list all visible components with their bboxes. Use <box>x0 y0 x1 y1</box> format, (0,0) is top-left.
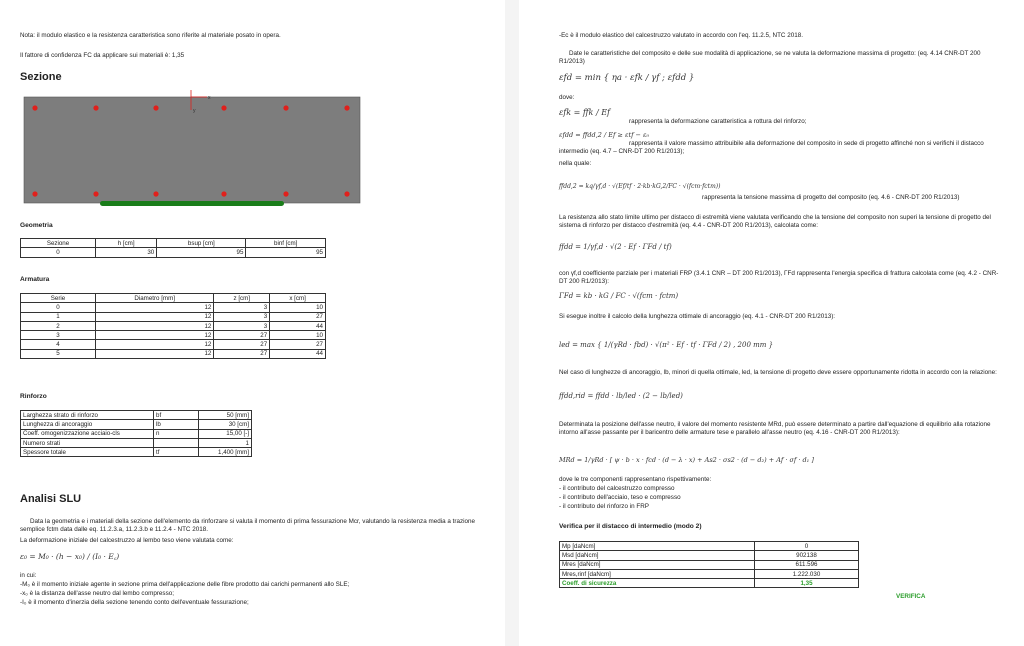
table-cell: 12 <box>96 312 214 321</box>
table-cell: 902138 <box>755 551 859 560</box>
rebar-dot <box>344 191 349 196</box>
table-row <box>21 411 252 420</box>
rebar-dot <box>32 191 37 196</box>
left-page <box>0 0 505 646</box>
formula-efdd: εfdd = ffdd,2 / Ef ≥ εtf − ε₀ <box>559 131 650 139</box>
table-row <box>21 321 326 330</box>
table-cell: 10 <box>270 303 326 312</box>
page-gap <box>505 0 519 646</box>
ec-note: -Ec è il modulo elastico del calcestruzzo valutato in accordo con l'eq. 11.2.5, NTC 2018. <box>559 32 803 39</box>
verifica-heading: Verifica per il distacco di intermedio (modo 2) <box>559 523 702 530</box>
table-cell: 1,400 [mm] <box>199 448 252 457</box>
anchorage-intro: Si esegue inoltre il calcolo della lunghezza ottimale di ancoraggio (eq. 4.1 - CNR-DT 200 R1/2013): <box>559 313 836 320</box>
table-cell: 30 <box>96 248 157 257</box>
table-cell: 0 <box>21 303 96 312</box>
bullet-m0: -M₀ è il momento iniziale agente in sezione prima dell'applicazione delle fibre prodotto dai carichi permanenti allo SLE; <box>20 581 350 588</box>
table-header: bsup [cm] <box>157 239 246 248</box>
formula-eps0: ε₀ = M₀ · (h − x₀) / (I₀ · E꜀) <box>20 552 120 561</box>
table-row <box>560 560 859 569</box>
table-cell: 12 <box>96 303 214 312</box>
rebar-dot <box>221 191 226 196</box>
rebar-dot <box>93 191 98 196</box>
verifica-status: VERIFICA <box>896 593 926 600</box>
geometry-table <box>20 238 326 258</box>
table-row <box>21 248 326 257</box>
table-row <box>21 340 326 349</box>
table-cell: Larghezza strato di rinforzo <box>21 411 154 420</box>
table-cell: 12 <box>96 321 214 330</box>
section-heading: Sezione <box>20 71 62 83</box>
table-cell: lb <box>154 420 199 429</box>
table-cell: 0 <box>21 248 96 257</box>
table-cell: 3 <box>214 303 270 312</box>
verifica-table <box>559 541 859 588</box>
desc-efk: rappresenta la deformazione caratteristica a rottura del rinforzo; <box>629 118 807 125</box>
table-cell: Msd [daNcm] <box>560 551 755 560</box>
table-cell: tf <box>154 448 199 457</box>
coeff-value: 1,35 <box>755 579 859 588</box>
table-row <box>21 429 252 438</box>
table-row <box>560 551 859 560</box>
analisi-slu-heading: Analisi SLU <box>20 493 82 505</box>
component-steel: - il contributo dell'acciaio, teso e compresso <box>559 494 681 501</box>
formula-ffdd: ffdd = 1/γf,d · √(2 · Ef · ΓFd / tf) <box>559 243 672 251</box>
table-cell: 3 <box>21 331 96 340</box>
formula-ffdd-rid: ffdd,rid = ffdd · lb/led · (2 − lb/led) <box>559 392 683 400</box>
desc-efdd: rappresenta il valore massimo attribuibile alla deformazione del composito in sede di progetto affinché non si verifichi il distacco intermedio (eq. 4.7 – CNR-DT 200 R1/2013); <box>559 140 984 155</box>
table-cell: 0 <box>755 542 859 551</box>
table-cell: 3 <box>214 312 270 321</box>
armatura-heading: Armatura <box>20 276 50 283</box>
dove-label: dove: <box>559 94 575 101</box>
right-page <box>519 0 1024 646</box>
table-header: Serie <box>21 294 96 303</box>
mrd-paragraph: Determinata la posizione dell'asse neutro, il valore del momento resistente MRd, può essere determinato a partire dall'equazione di equilibrio alla rotazione intorno all'asse passante per il baricentro delle armature tese e parallelo all'asse neutro (eq. 4.16 - CNR-DT 200 R1/2013): <box>559 421 991 436</box>
table-cell: 1 <box>21 312 96 321</box>
table-cell: 12 <box>96 349 214 358</box>
table-cell: 27 <box>270 340 326 349</box>
bullet-i0: -I₀ è il momento d'inerzia della sezione tenendo conto dell'eventuale fessurazione; <box>20 599 249 606</box>
table-row <box>560 579 859 588</box>
nella-quale-label: nella quale: <box>559 160 592 167</box>
table-header: binf [cm] <box>246 239 326 248</box>
table-row <box>21 331 326 340</box>
table-header-row <box>21 294 326 303</box>
y-axis-label: y <box>193 108 196 114</box>
table-cell: 50 [mm] <box>199 411 252 420</box>
table-cell: Numero strati <box>21 438 154 447</box>
table-cell: 10 <box>270 331 326 340</box>
component-concrete: - il contributo del calcestruzzo compresso <box>559 485 675 492</box>
rebar-dot <box>283 191 288 196</box>
rebar-dot <box>221 105 226 110</box>
component-frp: - il contributo del rinforzo in FRP <box>559 503 649 510</box>
geometry-heading: Geometria <box>20 222 53 229</box>
table-cell: 4 <box>21 340 96 349</box>
table-cell: 27 <box>214 349 270 358</box>
slu-deformation-intro: La deformazione iniziale del calcestruzzo al lembo teso viene valutata come: <box>20 537 234 544</box>
frp-strip <box>100 201 284 206</box>
deformation-intro: Date le caratteristiche del composito e delle sue modalità di applicazione, se ne valuta la deformazione massima di progetto: (eq. 4.14 CNR-DT 200 R1/2013) <box>559 50 981 65</box>
cross-section-diagram <box>20 88 365 210</box>
table-row <box>560 569 859 578</box>
table-row <box>21 438 252 447</box>
table-cell: 611.596 <box>755 560 859 569</box>
bullet-x0: -x₀ è la distanza dell'asse neutro dal lembo compresso; <box>20 590 174 597</box>
table-header-row <box>21 239 326 248</box>
in-cui-label: in cui: <box>20 572 37 579</box>
table-header: h [cm] <box>96 239 157 248</box>
formula-mrd: MRd = 1/γRd · [ ψ · b · x · fcd · (d − λ · x) + As2 · σs2 · (d − d₂) + Af · σf · d₁ ] <box>559 456 814 464</box>
rebar-dot <box>32 105 37 110</box>
table-cell: Mres [daNcm] <box>560 560 755 569</box>
formula-efd: εfd = min { ηa · εfk / γf ; εfdd } <box>559 73 695 83</box>
table-cell: 44 <box>270 321 326 330</box>
x-axis-label: x <box>208 95 211 101</box>
rebar-dot <box>93 105 98 110</box>
rebar-dot <box>153 191 158 196</box>
table-cell: 15,00 [-] <box>199 429 252 438</box>
table-cell: 1.222.030 <box>755 569 859 578</box>
formula-led: led = max { 1/(γRd · fbd) · √(π² · Ef · tf · ΓFd / 2) , 200 mm } <box>559 341 774 349</box>
gamma-paragraph: con γf,d coefficiente parziale per i materiali FRP (3.4.1 CNR – DT 200 R1/2013), ΓFd rappresenta l'energia specifica di frattura calcolata come (eq. 4.2 - CNR-DT 200 R1/2013): <box>559 270 999 285</box>
table-cell: bf <box>154 411 199 420</box>
table-row <box>21 312 326 321</box>
table-cell: 27 <box>214 340 270 349</box>
table-cell: 12 <box>96 331 214 340</box>
formula-ffdd2: ffdd,2 = kq/γf,d · √(Ef/tf · 2·kb·kG,2/FC · √(fcm·fctm)) <box>559 183 721 190</box>
table-cell <box>154 438 199 447</box>
table-cell: 2 <box>21 321 96 330</box>
table-cell: 95 <box>157 248 246 257</box>
note-elastic-modulus: Nota: il modulo elastico e la resistenza caratteristica sono riferite al materiale posato in opera. <box>20 32 281 39</box>
table-cell: 5 <box>21 349 96 358</box>
table-row <box>21 303 326 312</box>
armatura-table <box>20 293 326 359</box>
table-cell: 30 [cm] <box>199 420 252 429</box>
table-row <box>21 349 326 358</box>
table-cell: n <box>154 429 199 438</box>
rinforzo-table <box>20 410 252 457</box>
rebar-dot <box>283 105 288 110</box>
rinforzo-heading: Rinforzo <box>20 393 47 400</box>
coeff-label: Coeff. di sicurezza <box>560 579 755 588</box>
table-cell: 95 <box>246 248 326 257</box>
table-header: Sezione <box>21 239 96 248</box>
rebar-dot <box>344 105 349 110</box>
table-row <box>21 420 252 429</box>
table-header: z [cm] <box>214 294 270 303</box>
table-cell: Spessore totale <box>21 448 154 457</box>
table-cell: 1 <box>199 438 252 447</box>
desc-ffdd2: rappresenta la tensione massima di progetto del composito (eq. 4.6 - CNR-DT 200 R1/2013) <box>702 194 960 201</box>
concrete-section <box>24 97 360 203</box>
table-cell: Coeff. omogenizzazione acciaio-cls <box>21 429 154 438</box>
reduced-stress-paragraph: Nel caso di lunghezze di ancoraggio, lb, minori di quella ottimale, led, la tensione di progetto deve essere opportunamente ridotta in accordo con la relazione: <box>559 369 997 376</box>
slu-paragraph: Data la geometria e i materiali della sezione dell'elemento da rinforzare si valuta il momento di prima fessurazione Mcr, valutando la resistenza media a trazione semplice fctm data dalle eq. 11.2.3.a, 11.2.3.b e 11.2.4 - NTC 2018. <box>20 518 476 533</box>
table-cell: 27 <box>214 331 270 340</box>
formula-gfd: ΓFd = kb · kG / FC · √(fcm · fctm) <box>559 292 679 300</box>
table-cell: Lunghezza di ancoraggio <box>21 420 154 429</box>
table-cell: 12 <box>96 340 214 349</box>
table-row <box>560 542 859 551</box>
end-debonding-paragraph: La resistenza allo stato limite ultimo per distacco di estremità viene valutata verificando che la tensione del composito non superi la tensione di progetto del sistema di rinforzo per distacco d'estremità (eq. 4.4 - CNR-DT 200 R1/2013), calcolata come: <box>559 214 991 229</box>
table-cell: Mp [daNcm] <box>560 542 755 551</box>
table-row <box>21 448 252 457</box>
components-intro: dove le tre componenti rappresentano rispettivamente: <box>559 476 712 483</box>
table-header: Diametro [mm] <box>96 294 214 303</box>
table-cell: 3 <box>214 321 270 330</box>
formula-efk: εfk = ffk / Ef <box>559 108 610 117</box>
note-confidence-factor: Il fattore di confidenza FC da applicare sui materiali è: 1,35 <box>20 52 185 59</box>
table-header: x [cm] <box>270 294 326 303</box>
rebar-dot <box>153 105 158 110</box>
table-cell: 44 <box>270 349 326 358</box>
table-cell: 27 <box>270 312 326 321</box>
table-cell: Mres,rinf [daNcm] <box>560 569 755 578</box>
